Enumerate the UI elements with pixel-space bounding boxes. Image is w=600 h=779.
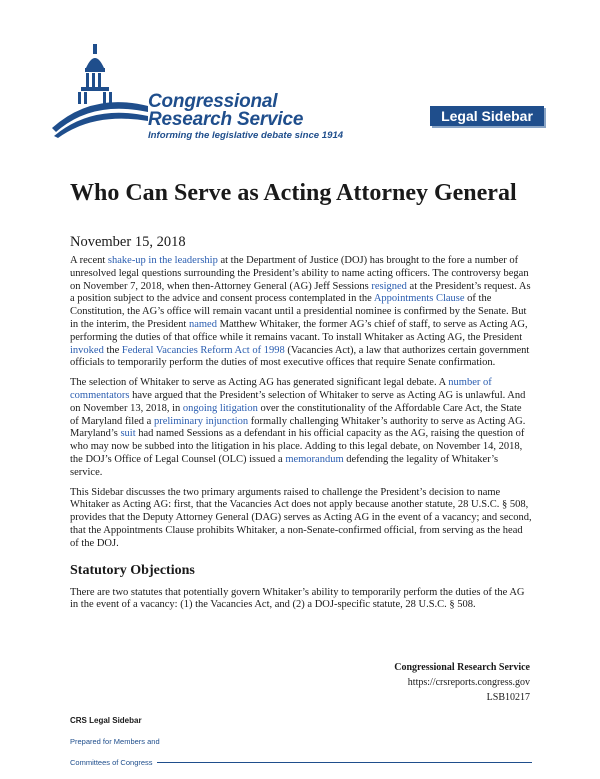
org-name (148, 93, 303, 129)
text-run: have argued that the President’s selection of Whitaker to serve as Acting AG is unlawful. And on November 13, 2018, in (70, 389, 526, 414)
org-name-line1: Congressional (148, 91, 278, 112)
text-run: defending the legality of Whitaker’s service. (70, 453, 499, 478)
text-run: over the constitutionality of the Affordable Care Act, the State of Maryland filed a (70, 402, 522, 427)
link-named[interactable]: named (188, 318, 217, 330)
footer-url[interactable]: https://crsreports.congress.gov (407, 677, 530, 688)
text-run: (Vacancies Act), a law that authorizes certain government officials to temporarily perform the duties of most executive offices that require Senate confirmation. (70, 344, 530, 369)
section-heading: Statutory Objections (70, 562, 195, 578)
paragraph-2 (70, 377, 532, 479)
legal-sidebar-badge: Legal Sidebar (430, 106, 544, 126)
prepared-for: Prepared for Members and (70, 737, 160, 746)
text-run: formally challenging Whitaker’s authority to serve as Acting AG. Maryland’s (70, 415, 526, 440)
link-preliminary-injunction[interactable]: preliminary injunction (153, 415, 249, 427)
link-vacancies-act[interactable]: Federal Vacancies Reform Act of 1998 (121, 344, 285, 356)
capitol-dome-logo (52, 38, 148, 138)
committees-row (70, 758, 532, 767)
footer-citation (394, 660, 530, 705)
link-appointments-clause[interactable]: Appointments Clause (373, 293, 465, 305)
report-id: LSB10217 (486, 692, 530, 703)
text-run: at the President’s request. As a position subject to the advice and consent process contemplated in the (70, 280, 531, 305)
link-resigned[interactable]: resigned (371, 280, 407, 292)
footer-org: Congressional Research Service (394, 662, 530, 673)
text-run: The selection of Whitaker to serve as Acting AG has generated significant legal debate. A (70, 377, 449, 389)
page-title: Who Can Serve as Acting Attorney General (70, 180, 517, 206)
link-invoked[interactable]: invoked (70, 344, 104, 356)
footer-series (70, 716, 532, 779)
text-run: of the Constitution, the AG’s office will remain vacant until a presidential nominee is confirmed by the Senate. But in the interim, the President (70, 293, 527, 330)
text-run: at the Department of Justice (DOJ) has brought to the fore a number of unresolved legal questions surrounding the President’s ability to name acting officers. The controversy began on November 7, 2018, when then-Attorney General (AG) Jeff Sessions (70, 255, 529, 292)
header (52, 38, 552, 148)
link-ongoing-litigation[interactable]: ongoing litigation (182, 402, 258, 414)
link-shake-up[interactable]: shake-up in the leadership (107, 255, 218, 266)
text-run: had named Sessions as a defendant in his official capacity as the AG, raising the question of who may now be subbed into the litigation in his place. Adding to this legal debate, on November 14, 2018, the DOJ’s Office of Legal Counsel (OLC) issued a (70, 428, 525, 465)
link-suit[interactable]: suit (120, 428, 136, 440)
text-run: the (103, 344, 122, 356)
text-run: A recent (70, 255, 108, 266)
link-memorandum[interactable]: memorandum (285, 453, 344, 465)
body-text (70, 255, 532, 619)
org-name-line2: Research Service (148, 109, 304, 130)
org-tagline: Informing the legislative debate since 1914 (148, 130, 344, 141)
text-run: Matthew Whitaker, the former AG’s chief of staff, to serve as Acting AG, performing the duties of that office while it remains vacant. To install Whitaker as Acting AG, the President (70, 318, 528, 343)
link-commentators[interactable]: number of commentators (70, 377, 492, 401)
publication-date: November 15, 2018 (70, 234, 186, 250)
paragraph-1 (70, 255, 532, 370)
paragraph-4: There are two statutes that potentially govern Whitaker’s ability to temporarily perform the duties of the AG in the event of a vacancy: (1) the Vacancies Act, and (2) a DOJ-specific statute, 28 U.S.C. § 508. (70, 586, 525, 611)
paragraph-3: This Sidebar discusses the two primary arguments raised to challenge the President’s decision to name Whitaker as Acting AG: first, that the Vacancies Act does not apply because another statute, 28 U.S.C. § 508, provides that the Deputy Attorney General (DAG) serves as Acting AG in the event of a vacancy; and second, that the Appointments Clause prohibits Whitaker, a non-Senate-confirmed official, from serving as the head of the DOJ. (70, 486, 532, 549)
series-label: CRS Legal Sidebar (70, 716, 142, 725)
committees-label: Committees of Congress (70, 758, 153, 767)
footer-rule (157, 762, 532, 763)
